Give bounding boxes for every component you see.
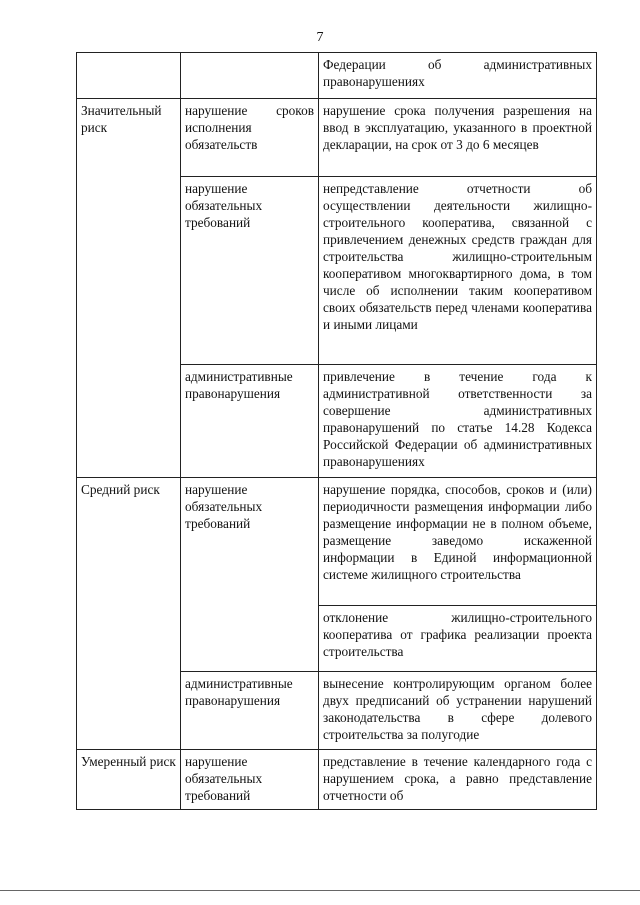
risk-category-cell: Средний риск: [77, 478, 181, 750]
criterion-cell: отклонение жилищно-строительного кооператива от графика реализации проекта строительства: [319, 606, 597, 672]
risk-criteria-table: [76, 52, 597, 810]
table-row: [77, 99, 597, 177]
table-row: [77, 478, 597, 606]
risk-category-cell: Значительный риск: [77, 99, 181, 478]
criterion-cell: привлечение в течение года к административной ответственности за совершение административных правонарушений по статье 14.28 Кодекса Российской Федерации об административных правонарушениях: [319, 365, 597, 478]
criterion-cell: нарушение срока получения разрешения на ввод в эксплуатацию, указанного в проектной декларации, на срок от 3 до 6 месяцев: [319, 99, 597, 177]
criterion-cell: Федерации об административных правонарушениях: [319, 53, 597, 99]
table-row: [77, 53, 597, 99]
violation-type-cell: [181, 53, 319, 99]
page-bottom-rule: [0, 890, 640, 891]
violation-type-cell: нарушение обязательных требований: [181, 750, 319, 810]
risk-category-cell: [77, 53, 181, 99]
criterion-cell: непредставление отчетности об осуществлении деятельности жилищно-строительного кооператива, связанной с привлечением денежных средств граждан для строительства жилищно-строительным кооперативом многоквартирного дома, в том числе об исполнении таким кооперативом своих обязательств перед членами кооператива и иными лицами: [319, 177, 597, 365]
violation-type-cell: нарушение обязательных требований: [181, 478, 319, 672]
criterion-cell: вынесение контролирующим органом более двух предписаний об устранении нарушений законодательства в сфере долевого строительства за полугодие: [319, 672, 597, 750]
violation-type-cell: административные правонарушения: [181, 672, 319, 750]
violation-type-cell: нарушение обязательных требований: [181, 177, 319, 365]
page-number: 7: [316, 30, 324, 45]
criterion-cell: представление в течение календарного года с нарушением срока, а равно представление отчетности об: [319, 750, 597, 810]
table-row: [77, 750, 597, 810]
violation-type-cell: нарушение сроков исполнения обязательств: [181, 99, 319, 177]
violation-type-cell: административные правонарушения: [181, 365, 319, 478]
risk-category-cell: Умеренный риск: [77, 750, 181, 810]
criterion-cell: нарушение порядка, способов, сроков и (или) периодичности размещения информации либо размещение информации не в полном объеме, размещение заведомо искаженной информации в Единой информационной системе жилищного строительства: [319, 478, 597, 606]
